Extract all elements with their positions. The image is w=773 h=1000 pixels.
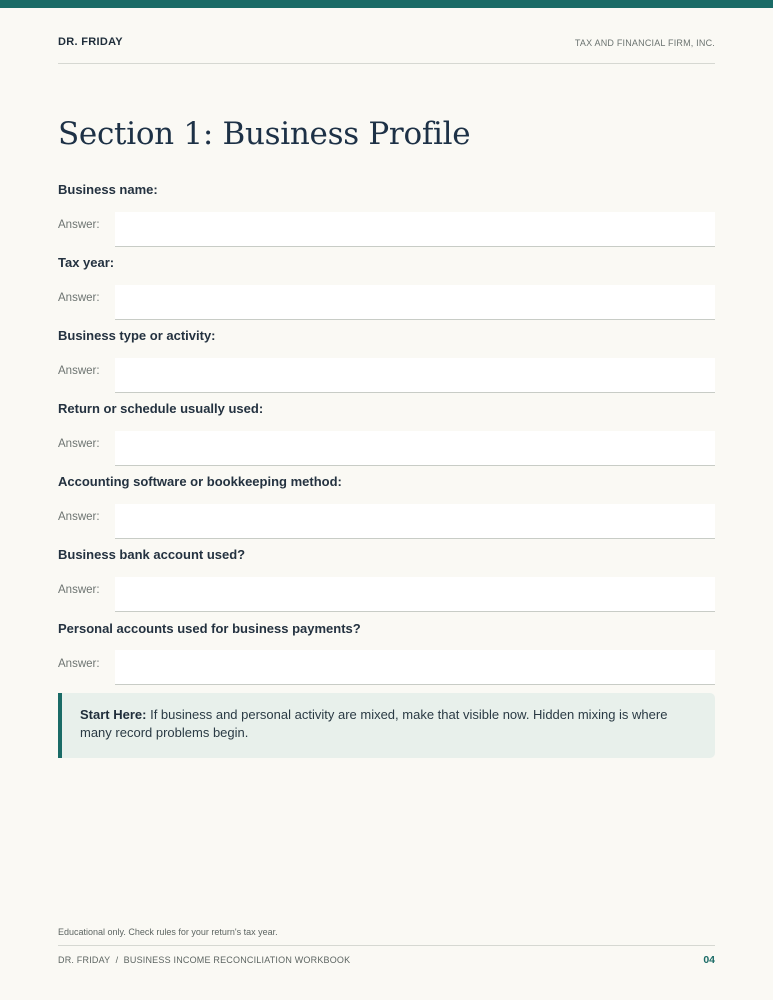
answer-label: Answer: [58,658,100,670]
question-label: Business bank account used? [58,547,246,562]
question-label: Accounting software or bookkeeping method: [58,474,342,489]
question-label: Business name: [58,182,158,197]
answer-field[interactable] [115,650,715,685]
question-label: Tax year: [58,255,115,270]
callout-lead: Start Here: [80,707,147,722]
answer-label: Answer: [58,511,100,523]
brand-name: DR. FRIDAY [58,36,123,48]
footer-title: DR. FRIDAY / BUSINESS INCOME RECONCILIATION WORKBOOK [58,955,351,965]
question-label: Return or schedule usually used: [58,401,264,416]
top-accent-bar [0,0,773,8]
footer-divider [58,945,715,946]
disclaimer: Educational only. Check rules for your return's tax year. [58,927,278,937]
start-here-callout [58,693,715,758]
answer-field[interactable] [115,212,715,247]
question-label: Personal accounts used for business payments? [58,621,361,636]
answer-field[interactable] [115,358,715,393]
answer-field[interactable] [115,504,715,539]
answer-field[interactable] [115,431,715,466]
page-number: 04 [703,954,715,966]
answer-label: Answer: [58,438,100,450]
section-title: Section 1: Business Profile [58,116,471,152]
question-label: Business type or activity: [58,328,216,343]
answer-label: Answer: [58,292,100,304]
answer-field[interactable] [115,577,715,612]
answer-label: Answer: [58,219,100,231]
answer-field[interactable] [115,285,715,320]
firm-name: TAX AND FINANCIAL FIRM, INC. [574,38,715,48]
page-header [58,36,715,64]
answer-label: Answer: [58,584,100,596]
callout-text: If business and personal activity are mixed, make that visible now. Hidden mixing is where many record problems begin. [80,707,668,740]
answer-label: Answer: [58,365,100,377]
